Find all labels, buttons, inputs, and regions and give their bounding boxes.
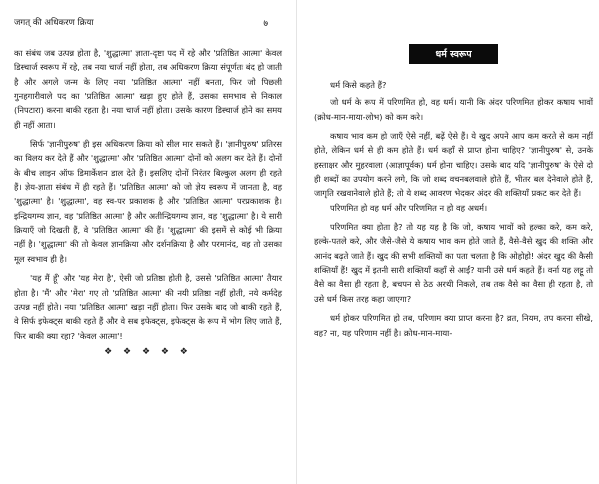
paragraph: का संबंध जब उत्पन्न होता है, 'शुद्धात्मा' ज्ञाता-दृष्टा पद में रहे और 'प्रतिष्ठित आत्मा' केवल डिस्चार्ज स्वरूप में रहे, तब नया चार्ज नहीं होता, तब अधिकरण क्रिया संपूर्णतः बंद हो जाती है और अगले जन्म के लिए नया 'प्रतिष्ठित आत्मा' नहीं बनता, फिर जो पिछली गुनहगारीवाले पद का 'प्रतिष्ठित आत्मा' खड़ा हुए होते हैं, उसका समभाव से निकाल (निपटारा) करना बाकी रहता है। नया चार्ज नहीं होता। उसके कारण डिस्चार्ज होने का समय ही नहीं आता। xyxy=(14,48,282,130)
running-header xyxy=(14,16,282,46)
paragraph: धर्म होकर परिणमित हो तब, परिणाम क्या प्राप्त करना है? व्रत, नियम, तप करना सीखे, वह? ना, यह परिणाम नहीं है। क्रोध-मान-माया- xyxy=(314,313,593,338)
paragraph: कषाय भाव कम हो जाएँ ऐसे नहीं, बढ़ें ऐसे हैं। ये खुद अपने आप कम करते से कम नहीं होते, लेकिन धर्म से ही कम होते हैं। धर्म कहाँ से प्राप्त होना चाहिए? 'ज्ञानीपुरुष' से, उनके हस्ताक्षर और मुहरवाला (आज्ञापूर्वक) धर्म होना चाहिए। उसके बाद यदि 'ज्ञानीपुरुष' के ऐसे दो ही शब्दों का उपयोग करने लगे, कि जो शब्द वचनबलवाले होते हैं, भीतर बल देनेवाले होते हैं, जागृति रखवानेवाले होते हैं; तो ये शब्द आवरण भेदकर अंदर की शक्तियाँ प्रकट कर देते हैं। xyxy=(314,131,593,199)
question: धर्म किसे कहते हैं? xyxy=(330,80,387,90)
paragraph: 'यह मैं हूँ' और 'यह मेरा है', ऐसी जो प्रतिष्ठा होती है, उससे 'प्रतिष्ठित आत्मा' तैयार होता है। 'मैं' और 'मेरा' गए तो 'प्रतिष्ठित आत्मा' की नयी प्रतिष्ठा नहीं होती, नये कर्मदेह उत्पन्न नहीं होते। नया 'प्रतिष्ठित आत्मा' खड़ा नहीं होता। फिर उसके बाद जो बाकी रहते हैं, वे सिर्फ इफेक्ट्स बाकी रहते हैं और वे सब इफेक्ट्स, इफेक्ट्स के रूप में भोग लिए जाते हैं, फिर बाकी क्या रहा? 'केवल आत्मा'! xyxy=(14,273,282,341)
page-number: ७ xyxy=(263,19,268,29)
section-ornament: ❖ ❖ ❖ ❖ ❖ xyxy=(104,346,192,357)
header-title: जगत् की अधिकरण क्रिया xyxy=(14,18,94,28)
chapter-title: धर्म स्वरूप xyxy=(409,44,497,64)
left-page xyxy=(0,0,290,484)
paragraph: परिणमित क्या होता है? तो यह यह है कि जो, कषाय भावों को हल्का करे, कम करे, हल्के-पतले करे, और जैसे-जैसे ये कषाय भाव कम होते जाते हैं, वैसे-वैसे खुद की शक्ति और आनंद बढ़ते जाते हैं। खुद की सभी शक्तियों का पता चलता है कि ओहोहो! अंदर खुद की कैसी शक्तियाँ हैं! खुद में इतनी सारी शक्तियाँ कहाँ से आईं? यानी उसे धर्म कहते हैं। वर्ना यह लट्टू तो वैसे का वैसा ही रहता है, बचपन से ठेठ अरथी निकले, तब तक वैसे का वैसा ही रहता है, तो उसे धर्म किस तरह कहा जाएगा? xyxy=(314,222,593,304)
question: परिणमित हो वह धर्म और परिणमित न हो वह अधर्म। xyxy=(330,202,488,213)
paragraph: सिर्फ 'ज्ञानीपुरुष' ही इस अधिकरण क्रिया को सील मार सकते हैं। 'ज्ञानीपुरुष' प्रतिरस का विलय कर देते हैं और 'शुद्धात्मा' और 'प्रतिष्ठित आत्मा' दोनों को अलग कर देते हैं। दोनों के बीच लाइन ऑफ डिमार्केशन डाल देते हैं। इसलिए दोनों निरंतर बिल्कुल अलग ही रहते हैं। ज्ञेय-ज्ञाता संबंध में ही रहते हैं। 'प्रतिष्ठित आत्मा' को जो ज्ञेय स्वरूप में जानता है, वह 'शुद्धात्मा' है। 'शुद्धात्मा', वह स्व-पर प्रकाशक है और 'प्रतिष्ठित आत्मा' परप्रकाशक है। इन्द्रियगम्य ज्ञान, वह 'प्रतिष्ठित आत्मा' है और अतीन्द्रियगम्य ज्ञान, वह 'शुद्धात्मा' है। ये सारी क्रियाएँ जो दिखती हैं, वे 'प्रतिष्ठित आत्मा' की हैं। 'शुद्धात्मा' की इसमें से कोई भी क्रिया नहीं है। 'शुद्धात्मा' की तो केवल ज्ञानक्रिया और दर्शनक्रिया है और परमानंद, वह तो उसका मूल स्वभाव ही है। xyxy=(14,139,282,264)
right-page xyxy=(302,0,599,484)
page-gutter xyxy=(296,0,297,484)
paragraph: जो धर्म के रूप में परिणमित हो, वह धर्म। यानी कि अंदर परिणमित होकर कषाय भावों (क्रोध-मान-माया-लोभ) को कम करे। xyxy=(314,97,593,122)
chapter-title-row xyxy=(314,16,593,78)
